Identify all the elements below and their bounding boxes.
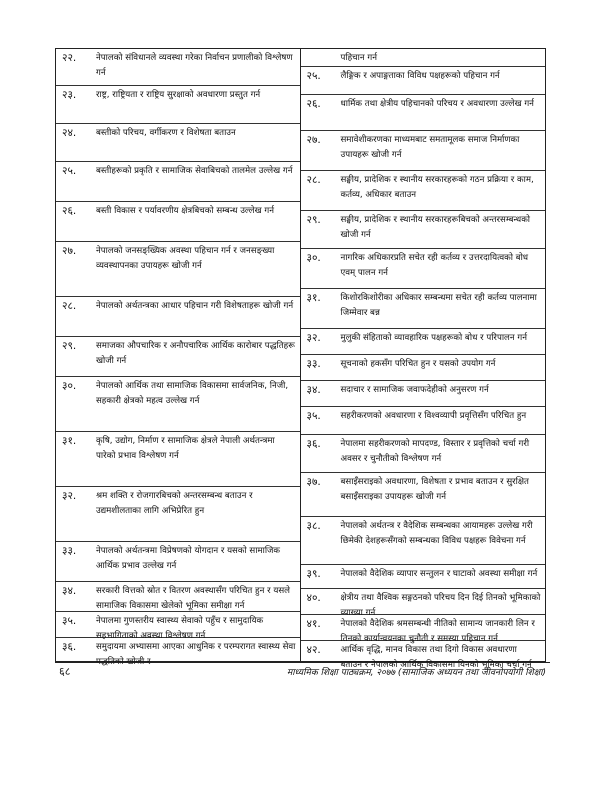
- item-text: समावेशीकरणका माध्यमबाट समतामूलक समाज निर्माणका उपायहरू खोजी गर्न: [340, 135, 520, 160]
- table-row: [301, 95, 546, 131]
- item-text: सूचनाको हकसँग परिचित हुन र यसको उपयोग गर्न: [340, 359, 496, 369]
- item-text: नेपालको अर्थतन्त्रमा विप्रेषणको योगदान र यसको सामाजिक आर्थिक प्रभाव उल्लेख गर्न: [96, 546, 281, 571]
- item-number: ३६.: [306, 438, 321, 450]
- item-text: सहरीकरणको अवधारणा र विश्वव्यापी प्रवृत्तिसँग परिचित हुन: [340, 411, 527, 421]
- item-text: नेपालको संविधानले व्यवस्था गरेका निर्वाचन प्रणालीको विश्लेषण गर्न: [96, 53, 293, 78]
- item-number: ४२.: [306, 644, 321, 656]
- table-row: [301, 381, 546, 407]
- table-row: [301, 211, 546, 249]
- item-text: मुलुकी संहिताको व्यावहारिक पक्षहरूको बोध र परिपालन गर्न: [340, 333, 527, 343]
- item-text: समाजका औपचारिक र अनौपचारिक आर्थिक कारोबार पद्धतिहरू खोजी गर्न: [96, 341, 295, 366]
- item-number: ३०.: [62, 380, 77, 392]
- item-text: नेपालको आर्थिक तथा सामाजिक विकासमा सार्वजनिक, निजी, सहकारी क्षेत्रको महत्व उल्लेख गर्न: [96, 381, 289, 406]
- item-number: २६.: [62, 205, 77, 217]
- item-text: नेपालको अर्थतन्त्र र वैदेशिक सम्बन्धका आयामहरू उल्लेख गरी छिमेकी देशहरूसँगको सम्बन्धका विविध पक्षहरू विवेचना गर्न: [340, 521, 533, 546]
- table-row: [56, 162, 300, 202]
- item-number: ३६.: [62, 641, 77, 653]
- item-number: ३३.: [306, 358, 321, 370]
- table-row: [56, 377, 300, 432]
- page-number: ६८: [59, 665, 71, 678]
- item-number: ३२.: [306, 332, 321, 344]
- table-row: [56, 542, 300, 582]
- item-number: ४१.: [306, 618, 321, 630]
- table-row: [301, 615, 546, 644]
- table-row: [301, 517, 546, 565]
- item-text: राष्ट्र, राष्ट्रियता र राष्ट्रिय सुरक्षाको अवधारणा प्रस्तुत गर्न: [96, 90, 261, 100]
- table-row: [56, 487, 300, 542]
- table-row: [301, 67, 546, 95]
- table-row: [56, 432, 300, 487]
- item-number: ३९.: [306, 568, 321, 580]
- item-text: नागरिक अधिकारप्रति सचेत रही कर्तव्य र उत्तरदायित्वको बोध एवम् पालन गर्न: [340, 253, 529, 278]
- table-row: [56, 297, 300, 337]
- table-row: [301, 131, 546, 171]
- table-row: [301, 435, 546, 473]
- item-text: क्षेत्रीय तथा वैश्विक सङ्गठनको परिचय दिन दिई तिनको भूमिकाको व्याख्या गर्न: [340, 593, 541, 618]
- table-row: [301, 171, 546, 211]
- item-number: २२.: [62, 52, 77, 64]
- item-number: २९.: [62, 340, 77, 352]
- table-row: [301, 407, 546, 435]
- item-number: २७.: [306, 134, 321, 146]
- item-text: नेपालमा सहरीकरणको मापदण्ड, विस्तार र प्रवृत्तिको चर्चा गरी अवसर र चुनौतीको विश्लेषण गर्न: [340, 439, 530, 464]
- item-number: ३२.: [62, 490, 77, 502]
- item-text: श्रम शक्ति र रोजगारबिचको अन्तरसम्बन्ध बताउन र उद्यमशीलताका लागि अभिप्रेरित हुन: [96, 491, 253, 516]
- item-text: बस्तीहरूको प्रकृति र सामाजिक सेवाबिचको तालमेल उल्लेख गर्न: [96, 166, 293, 176]
- table-row: [56, 582, 300, 612]
- item-text: लैङ्गिक र अपाङ्गताका विविध पक्षहरूको पहिचान गर्न: [340, 71, 500, 81]
- table-row: [56, 86, 300, 124]
- item-number: ३१.: [62, 435, 77, 447]
- item-number: २४.: [62, 127, 77, 139]
- item-number: २८.: [62, 300, 77, 312]
- table-row: [301, 641, 546, 670]
- item-number: ३३.: [62, 545, 77, 557]
- item-text: बस्ती विकास र पर्यावरणीय क्षेत्रबिचको सम्बन्ध उल्लेख गर्न: [96, 206, 275, 216]
- table-row-continued: [301, 49, 546, 67]
- table-row: [301, 565, 546, 589]
- item-number: ३५.: [62, 615, 77, 627]
- item-text: बसाइँसराइको अवधारणा, विशेषता र प्रभाव बताउन र सुरक्षित बसाइँसराइका उपायहरू खोजी गर्न: [340, 477, 529, 502]
- table-row: [56, 612, 300, 641]
- item-number: २५.: [306, 70, 321, 82]
- item-text: नेपालको अर्थतन्त्रका आधार पहिचान गरी विशेषताहरू खोजी गर्न: [96, 301, 294, 311]
- table-row: [301, 473, 546, 517]
- item-text: नेपालमा गुणस्तरीय स्वास्थ्य सेवाको पहुँच र सामुदायिक सहभागिताको अवस्था विश्लेषण गर्न: [96, 616, 264, 641]
- footer-title: माध्यमिक शिक्षा पाठ्यक्रम, २०७७ (सामाजिक अध्ययन तथा जीवनोपयोगी शिक्षा): [286, 668, 546, 678]
- item-text: धार्मिक तथा क्षेत्रीय पहिचानको परिचय र अवधारणा उल्लेख गर्न: [340, 99, 534, 109]
- item-number: ४०.: [306, 592, 321, 604]
- table-row: [301, 355, 546, 381]
- curriculum-table: [55, 48, 546, 670]
- item-text: समुदायमा अभ्यासमा आएका आधुनिक र परम्परागत स्वास्थ्य सेवा पद्धतिको खोजी र: [96, 642, 296, 667]
- right-column: [301, 49, 546, 670]
- item-number: २९.: [306, 214, 321, 226]
- item-text: नेपालको जनसङ्ख्यिक अवस्था पहिचान गर्न र जनसङ्ख्या व्यवस्थापनका उपायहरू खोजी गर्न: [96, 246, 275, 271]
- item-text: किशोरकिशोरीका अधिकार सम्बन्धमा सचेत रही कर्तव्य पालनामा जिम्मेवार बन्न: [340, 293, 537, 318]
- item-number: २६.: [306, 98, 321, 110]
- item-text: पहिचान गर्न: [340, 53, 377, 63]
- item-text: सङ्घीय, प्रादेशिक र स्थानीय सरकारहरूको गठन प्रक्रिया र काम, कर्तव्य, अधिकार बताउन: [340, 175, 534, 200]
- item-text: आर्थिक वृद्धि, मानव विकास तथा दिगो विकास अवधारणा बताउन र नेपालको आर्थिक विकासमा यिनको भूमिका चर्चा गर्न: [340, 645, 532, 670]
- item-number: ३४.: [62, 585, 77, 597]
- item-number: २३.: [62, 89, 77, 101]
- table-row: [56, 124, 300, 162]
- item-number: ३४.: [306, 384, 321, 396]
- table-row: [56, 202, 300, 242]
- item-number: ३५.: [306, 410, 321, 422]
- left-column: [56, 49, 301, 667]
- item-number: २५.: [62, 165, 77, 177]
- item-text: सङ्घीय, प्रादेशिक र स्थानीय सरकारहरूबिचको अन्तरसम्बन्धको खोजी गर्न: [340, 215, 531, 240]
- item-number: ३८.: [306, 520, 321, 532]
- table-row: [301, 329, 546, 355]
- table-row: [56, 242, 300, 297]
- table-row: [56, 638, 300, 667]
- item-number: ३७.: [306, 476, 321, 488]
- item-number: ३१.: [306, 292, 321, 304]
- table-row: [56, 337, 300, 377]
- item-number: २७.: [62, 245, 77, 257]
- table-row: [301, 249, 546, 289]
- table-row: [56, 49, 300, 86]
- table-row: [301, 289, 546, 329]
- item-text: कृषि, उद्योग, निर्माण र सामाजिक क्षेत्रले नेपाली अर्थतन्त्रमा पारेको प्रभाव विश्लेषण गर्न: [96, 436, 275, 461]
- item-text: सरकारी वित्तको स्रोत र वितरण अवस्थासँग परिचित हुन र यसले सामाजिक विकासमा खेलेको भूमिका समीक्षा गर्न: [96, 586, 290, 611]
- item-number: २८.: [306, 174, 321, 186]
- item-number: ३०.: [306, 252, 321, 264]
- item-text: बस्तीको परिचय, वर्गीकरण र विशेषता बताउन: [96, 128, 236, 138]
- table-row: [301, 589, 546, 618]
- item-text: नेपालको वैदेशिक व्यापार सन्तुलन र घाटाको अवस्था समीक्षा गर्न: [340, 569, 538, 579]
- item-text: सदाचार र सामाजिक जवाफदेहीको अनुसरण गर्न: [340, 385, 489, 395]
- item-text: नेपालको वैदेशिक श्रमसम्बन्धी नीतिको सामान्य जानकारी लिन र तिनको कार्यान्वयनका चुनौती र समस्या पहिचान गर्न: [340, 619, 535, 644]
- page-footer: [55, 662, 550, 678]
